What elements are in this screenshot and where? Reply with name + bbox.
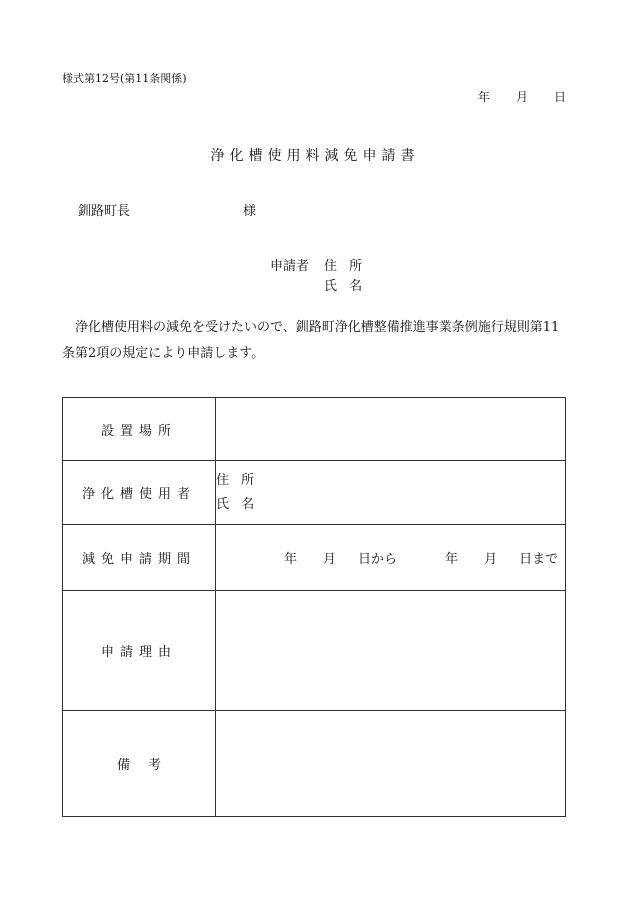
addressee-honorific: 様 <box>243 204 257 219</box>
applicant-address-label: 住 所 <box>324 259 367 274</box>
exemption-period-text <box>216 548 565 567</box>
date-line <box>478 88 566 105</box>
form-number: 様式第12号(第11条関係) <box>62 72 187 85</box>
tank-user-name-label: 氏 名 <box>216 496 259 512</box>
table-row <box>63 398 566 461</box>
tank-user-address-label: 住 所 <box>216 472 259 488</box>
exemption-period-field[interactable] <box>216 525 566 591</box>
date-month: 月 <box>515 90 528 104</box>
application-reason-field[interactable] <box>216 591 566 711</box>
application-reason-label: 申請理由 <box>63 591 216 711</box>
tank-user-field[interactable] <box>216 461 566 525</box>
application-table <box>62 397 566 817</box>
body-text: 浄化槽使用料の減免を受けたいので、釧路町浄化槽整備推進事業条例施行規則第11条第2項の規定により申請します。 <box>62 320 560 361</box>
table-row <box>63 591 566 711</box>
remarks-field[interactable] <box>216 711 566 817</box>
period-year-from: 年 <box>284 552 298 567</box>
date-year: 年 <box>477 90 490 104</box>
remarks-label: 備考 <box>63 711 216 817</box>
period-year-to: 年 <box>445 552 459 567</box>
installation-location-field[interactable] <box>216 398 566 461</box>
period-day-from: 日から <box>358 552 398 567</box>
applicant-label: 申請者 <box>270 259 310 274</box>
date-day: 日 <box>553 90 566 104</box>
addressee-name: 釧路町長 <box>78 204 131 219</box>
page-title: 浄化槽使用料減免申請書 <box>210 148 420 164</box>
installation-location-label: 設置場所 <box>63 398 216 461</box>
period-day-to: 日まで <box>519 552 559 567</box>
period-month-from: 月 <box>323 552 337 567</box>
applicant-name-label: 氏 名 <box>324 279 367 294</box>
table-row <box>63 525 566 591</box>
table-row <box>63 711 566 817</box>
tank-user-label: 浄化槽使用者 <box>63 461 216 525</box>
exemption-period-label: 減免申請期間 <box>63 525 216 591</box>
table-row <box>63 461 566 525</box>
period-month-to: 月 <box>484 552 498 567</box>
